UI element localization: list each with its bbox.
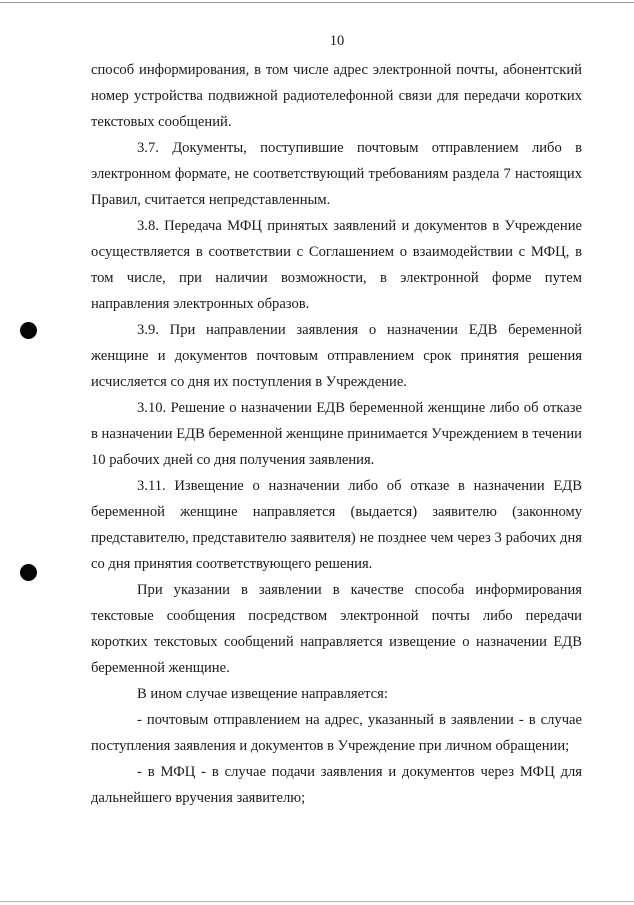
list-item: - в МФЦ - в случае подачи заявления и документов через МФЦ для дальнейшего вручения заявителю;: [91, 764, 582, 806]
paragraph-3-10: 3.10. Решение о назначении ЕДВ беременной женщине либо об отказе в назначении ЕДВ беременной женщине принимается Учреждением в течении 10 рабочих дней со дня получения заявления.: [91, 400, 582, 468]
paragraph-3-8: 3.8. Передача МФЦ принятых заявлений и документов в Учреждение осуществляется в соответствии с Соглашением о взаимодействии с МФЦ, в том числе, при наличии возможности, в электронной форме путем направления электронных образов.: [91, 218, 582, 312]
punch-hole-mark: [20, 322, 37, 339]
paragraph: В ином случае извещение направляется:: [137, 686, 388, 702]
list-item: - почтовым отправлением на адрес, указанный в заявлении - в случае поступления заявления и документов в Учреждение при личном обращении;: [91, 712, 582, 754]
paragraph-3-9: 3.9. При направлении заявления о назначении ЕДВ беременной женщине и документов почтовым отправлением срок принятия решения исчисляется со дня их поступления в Учреждение.: [91, 322, 582, 390]
paragraph: При указании в заявлении в качестве способа информирования текстовые сообщения посредством электронной почты либо передачи коротких текстовых сообщений направляется извещение о назначении ЕДВ беременной женщине.: [91, 582, 582, 676]
scan-edge-bottom: [0, 901, 634, 902]
document-body: [91, 57, 582, 811]
punch-hole-mark: [20, 564, 37, 581]
paragraph-3-11: 3.11. Извещение о назначении либо об отказе в назначении ЕДВ беременной женщине направляется (выдается) заявителю (законному представителю, представителю заявителя) не позднее чем через 3 рабочих дня со дня принятия соответствующего решения.: [91, 478, 582, 572]
paragraph: способ информирования, в том числе адрес электронной почты, абонентский номер устройства подвижной радиотелефонной связи для передачи коротких текстовых сообщений.: [91, 62, 582, 130]
page-number: 10: [329, 33, 345, 49]
scan-edge-top: [0, 2, 634, 3]
paragraph-3-7: 3.7. Документы, поступившие почтовым отправлением либо в электронном формате, не соответствующий требованиям раздела 7 настоящих Правил, считается непредставленным.: [91, 140, 582, 208]
